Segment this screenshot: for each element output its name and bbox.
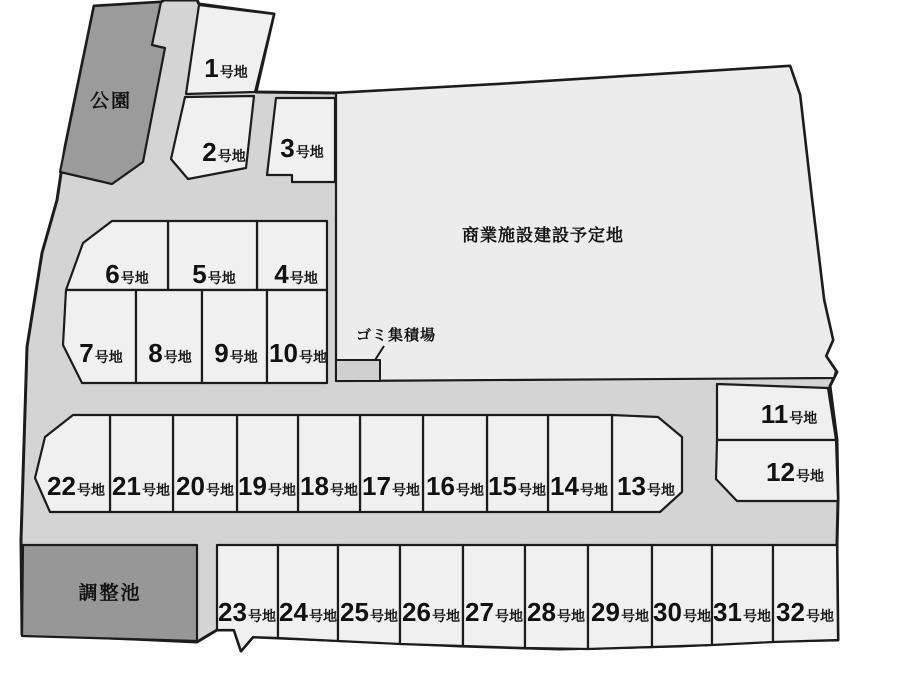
- lot-10: [267, 290, 327, 383]
- lot-16-label: 16号地: [426, 471, 484, 501]
- lot-22-label: 22号地: [47, 471, 105, 501]
- lot-9: [202, 290, 267, 383]
- lot-1: [186, 5, 274, 94]
- lot-25-label: 25号地: [340, 597, 398, 627]
- commercial-label: 商業施設建設予定地: [462, 226, 624, 245]
- garbage-label: ゴミ集積場: [355, 327, 437, 344]
- lot-30-label: 30号地: [653, 597, 711, 627]
- lot-32: [773, 545, 838, 642]
- lot-26-label: 26号地: [402, 597, 460, 627]
- lot-31-label: 31号地: [713, 597, 771, 627]
- lot-3: [267, 98, 335, 182]
- lot-21-label: 21号地: [112, 471, 170, 501]
- lot-25: [338, 545, 400, 644]
- lot-17-label: 17号地: [362, 471, 420, 501]
- lot-24-label: 24号地: [279, 597, 337, 627]
- lot-5-label: 5号地: [192, 259, 236, 289]
- lot-27-label: 27号地: [465, 597, 523, 627]
- lot-20-label: 20号地: [176, 471, 234, 501]
- lot-31: [712, 545, 773, 645]
- lot-7-label: 7号地: [79, 338, 123, 368]
- lot-1-label: 1号地: [204, 53, 248, 83]
- lot-11-label: 11号地: [760, 399, 818, 429]
- lot-18-label: 18号地: [300, 471, 358, 501]
- lot-26: [400, 545, 463, 646]
- lot-7: [63, 290, 136, 383]
- pond-label: 調整池: [78, 583, 142, 604]
- lot-32-label: 32号地: [776, 597, 834, 627]
- lot-8: [136, 290, 202, 383]
- lot-4-label: 4号地: [274, 259, 318, 289]
- garbage-collection-box: [336, 360, 380, 381]
- lot-3-label: 3号地: [280, 133, 324, 163]
- lot-13-label: 13号地: [617, 471, 675, 501]
- lot-8-label: 8号地: [148, 338, 192, 368]
- lot-10-label: 10号地: [269, 338, 327, 368]
- lot-2-label: 2号地: [202, 137, 246, 167]
- lot-28-label: 28号地: [527, 597, 585, 627]
- lot-12-label: 12号地: [766, 457, 824, 487]
- lot-19-label: 19号地: [238, 471, 296, 501]
- lot-23-label: 23号地: [218, 597, 276, 627]
- lot-29-label: 29号地: [591, 597, 649, 627]
- park-label: 公園: [89, 91, 133, 112]
- lot-9-label: 9号地: [214, 338, 258, 368]
- lot-6-label: 6号地: [105, 259, 149, 289]
- lot-14-label: 14号地: [550, 471, 608, 501]
- lot-15-label: 15号地: [488, 471, 546, 501]
- lot-30: [652, 545, 712, 647]
